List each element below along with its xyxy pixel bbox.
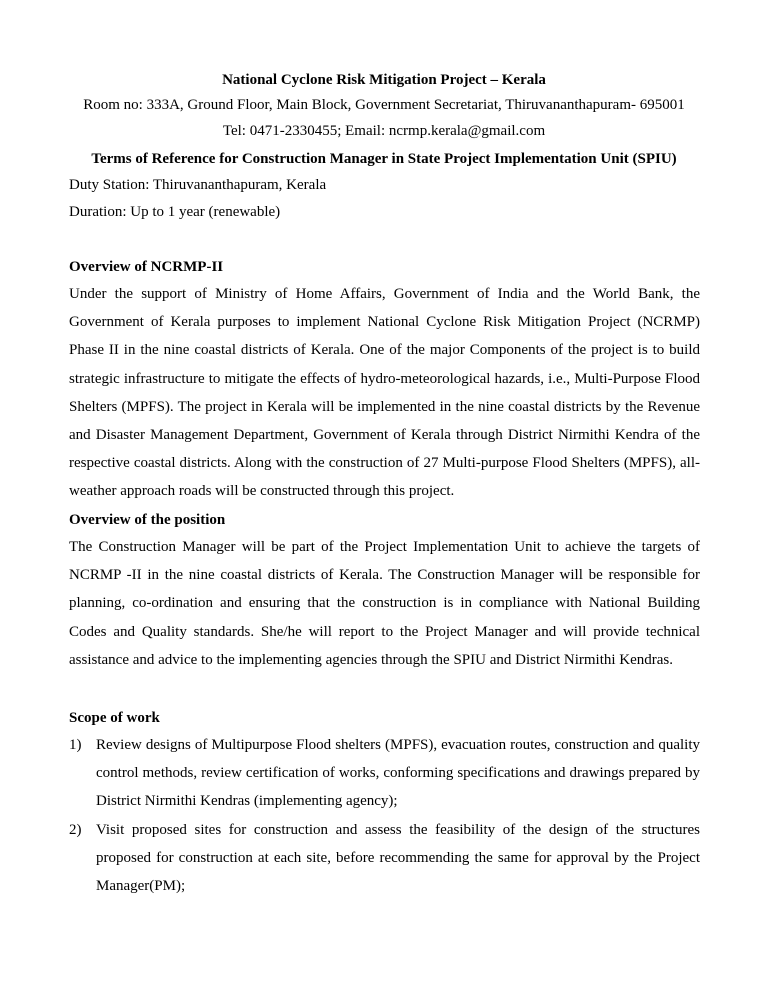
section-heading-ncrmp: Overview of NCRMP-II bbox=[69, 259, 224, 275]
terms-title: Terms of Reference for Construction Manager in State Project Implementation Unit (SPIU) bbox=[91, 151, 677, 167]
section-heading-position: Overview of the position bbox=[69, 512, 226, 528]
duty-station: Duty Station: Thiruvananthapuram, Kerala bbox=[69, 177, 327, 193]
project-title: National Cyclone Risk Mitigation Project – Kerala bbox=[222, 72, 546, 88]
duration: Duration: Up to 1 year (renewable) bbox=[69, 204, 281, 220]
list-item-text: Review designs of Multipurpose Flood shelters (MPFS), evacuation routes, construction and quality control methods, review certification of works, conforming specifications and drawings prepared by District Nirmithi Kendras (implementing agency); bbox=[96, 737, 700, 810]
position-overview-paragraph: The Construction Manager will be part of the Project Implementation Unit to achieve the targets of NCRMP -II in the nine coastal districts of Kerala. The Construction Manager will be responsible for planning, co-ordination and ensuring that the construction is in compliance with National Building Codes and Quality standards. She/he will report to the Project Manager and will provide technical assistance and advice to the implementing agencies through the SPIU and District Nirmithi Kendras. bbox=[69, 539, 700, 668]
list-item-number: 1) bbox=[69, 737, 82, 753]
office-address: Room no: 333A, Ground Floor, Main Block, Government Secretariat, Thiruvananthapuram- 695001 bbox=[83, 97, 685, 113]
section-heading-scope: Scope of work bbox=[69, 710, 160, 726]
list-item-number: 2) bbox=[69, 822, 82, 838]
list-item-text: Visit proposed sites for construction and assess the feasibility of the design of the structures proposed for construction at each site, before recommending the same for approval by the Project Manager(PM); bbox=[96, 822, 700, 895]
contact-line: Tel: 0471-2330455; Email: ncrmp.kerala@gmail.com bbox=[222, 123, 546, 139]
ncrmp-overview-paragraph: Under the support of Ministry of Home Affairs, Government of India and the World Bank, the Government of Kerala purposes to implement National Cyclone Risk Mitigation Project (NCRMP) Phase II in the nine coastal districts of Kerala. One of the major Components of the project is to build strategic infrastructure to mitigate the effects of hydro-meteorological hazards, i.e., Multi-Purpose Flood Shelters (MPFS). The project in Kerala will be implemented in the nine coastal districts by the Revenue and Disaster Management Department, Government of Kerala through District Nirmithi Kendra of the respective coastal districts. Along with the construction of 27 Multi-purpose Flood Shelters (MPFS), all-weather approach roads will be constructed through this project. bbox=[69, 286, 700, 500]
